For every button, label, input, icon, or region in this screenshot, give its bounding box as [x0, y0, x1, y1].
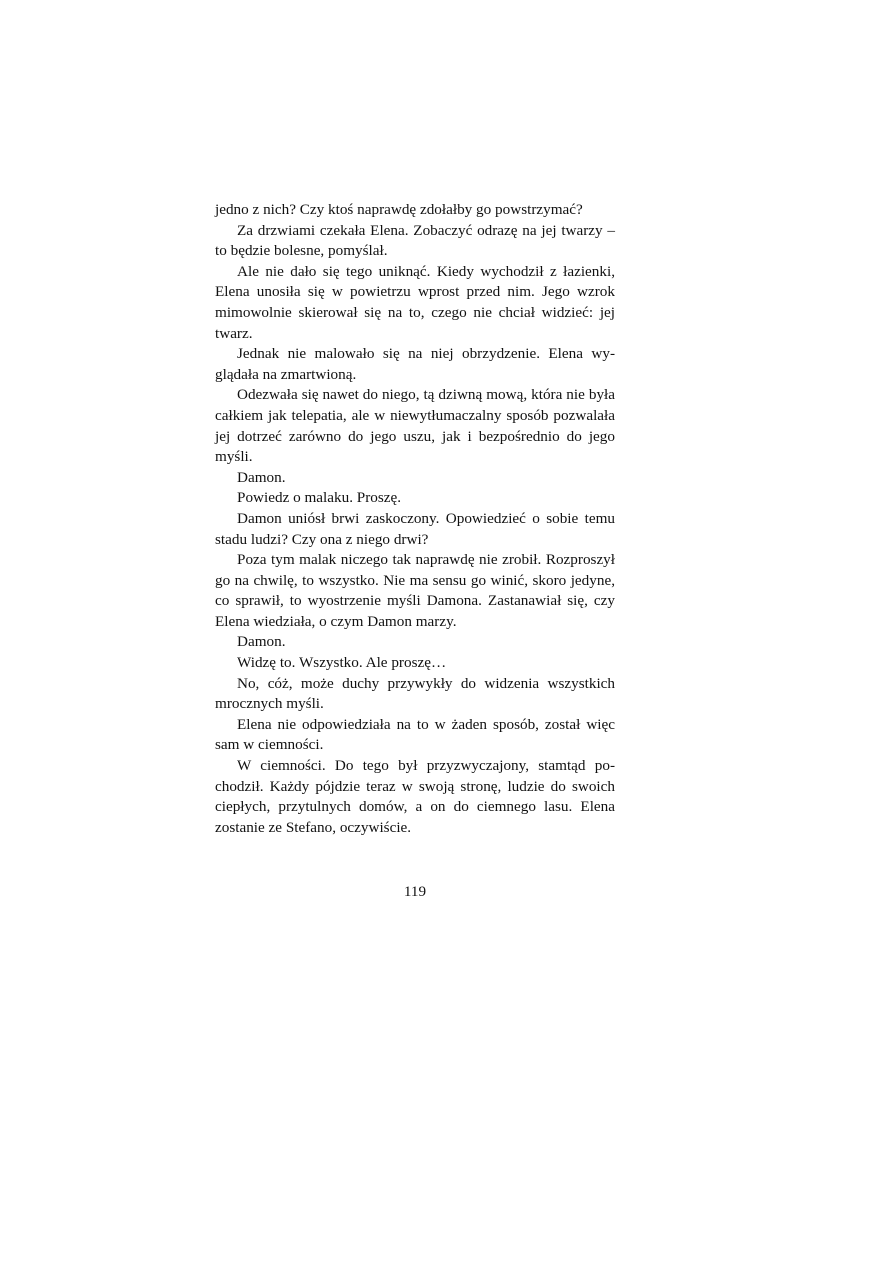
- paragraph: Ale nie dało się tego uniknąć. Kiedy wychodził z łazienki, Elena unosiła się w powietrzu wprost przed nim. Jego wzrok mimowolnie skierował się na to, czego nie chciał widzieć: jej twarz.: [215, 262, 615, 342]
- paragraph: jedno z nich? Czy ktoś naprawdę zdołałby go powstrzymać?: [215, 201, 583, 218]
- paragraph: No, cóż, może duchy przywykły do widzenia wszystkich mrocznych myśli.: [215, 674, 615, 713]
- paragraph: Damon.: [237, 633, 286, 651]
- paragraph: Odezwała się nawet do niego, tą dziwną mową, która nie była całkiem jak telepatia, ale w niewytłumaczalny sposób pozwalała jej dotrzeć zarówno do jego uszu, jak i bezpośrednio do jego myśli.: [215, 386, 615, 466]
- page-number: 119: [403, 883, 427, 900]
- paragraph: Powiedz o malaku. Proszę.: [237, 489, 402, 507]
- paragraph: Widzę to. Wszystko. Ale proszę…: [237, 654, 447, 672]
- paragraph: Poza tym malak niczego tak naprawdę nie zrobił. Rozproszył go na chwilę, to wszystko. Nie ma sensu go winić, skoro jedyne, co sprawił, to wyostrzenie myśli Damona. Zastanawiał się, czy Elena wiedziała, o czym Damon marzy.: [215, 551, 615, 630]
- paragraph: Elena nie odpowiedziała na to w żaden sposób, został więc sam w ciemności.: [215, 715, 615, 754]
- paragraph: Damon.: [237, 468, 286, 486]
- paragraph: W ciemności. Do tego był przyzwyczajony, stamtąd pochodził. Każdy pójdzie teraz w swoją stronę, ludzie do swoich ciepłych, przytulnych domów, a on do ciemnego lasu. Elena zostanie ze Stefano, oczywiście.: [215, 757, 615, 836]
- page-text-block: [215, 200, 615, 838]
- paragraph: Damon uniósł brwi zaskoczony. Opowiedzieć o sobie temu stadu ludzi? Czy ona z niego drwi?: [215, 509, 615, 548]
- paragraph: Jednak nie malowało się na niej obrzydzenie. Elena wyglądała na zmartwioną.: [215, 345, 615, 383]
- paragraph: Za drzwiami czekała Elena. Zobaczyć odrazę na jej twarzy – to będzie bolesne, pomyślał.: [215, 221, 615, 260]
